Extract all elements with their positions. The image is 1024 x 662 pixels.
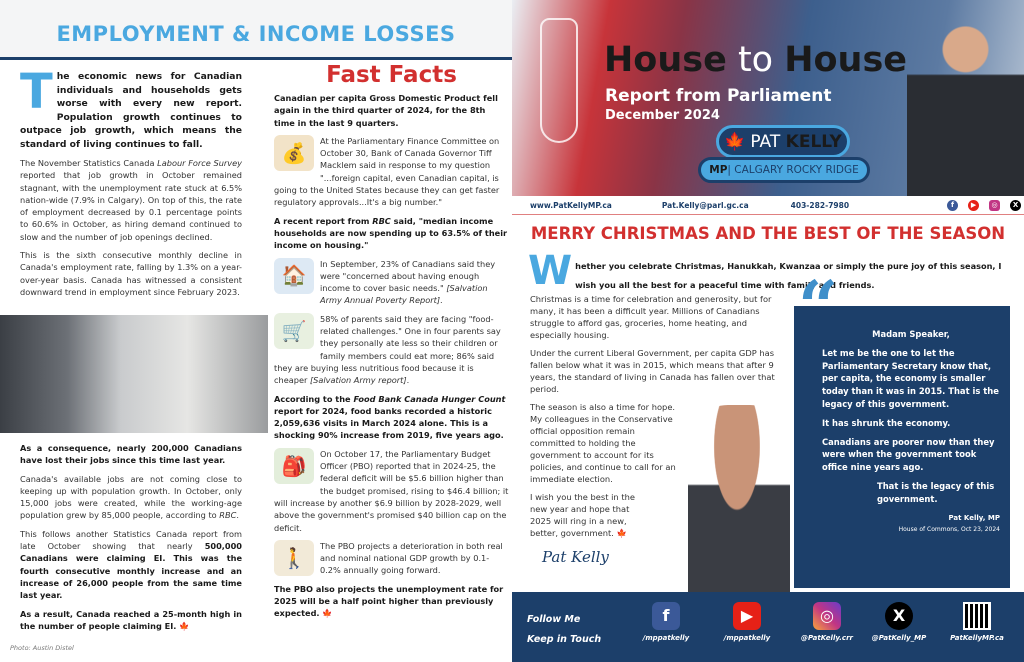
paragraph: As a result, Canada reached a 25-month high in the number of people claiming EI. 🍁	[20, 608, 242, 631]
paragraph: This follows another Statistics Canada report from late October showing that nearly 500,000 Canadians were claiming EI. This was the fourth consecutive monthly increase and an increase of 26,000 people from the same time last year.	[20, 528, 242, 601]
maple-leaf-icon: 🍁	[322, 608, 333, 619]
newsletter-title: House to House	[604, 40, 908, 80]
footer-website[interactable]: PatKellyMP.ca	[932, 602, 1022, 642]
lead-text: he economic news for Canadian individuals and households gets worse with every new report. Population growth continues to outpace job growth, which means the standard of living continues to fall.	[20, 71, 242, 150]
quote-line: Canadians are poorer now than they were when the government took office nine years ago.	[822, 436, 995, 473]
debt-burden-icon: 🎒	[274, 448, 314, 484]
facebook-icon[interactable]: f	[652, 602, 680, 630]
newsletter-subtitle: Report from Parliament	[605, 86, 832, 106]
maple-leaf-icon: 🍁	[616, 528, 627, 538]
fact: 🚶 The PBO projects a deterioration in both real and nominal national GDP growth by 0.1-0.2% annually going forward.	[274, 540, 509, 577]
section-title: EMPLOYMENT & INCOME LOSSES	[56, 22, 456, 46]
shopping-cart-icon: 🛒	[274, 313, 314, 349]
office-photo	[0, 315, 268, 433]
newsletter-date: December 2024	[605, 108, 720, 123]
footer-facebook[interactable]: f /mppatkelly	[621, 602, 711, 642]
fact: 🛒 58% of parents said they are facing "food-related challenges." One in four parents say they personally ate less so their children or family members could eat more; 86% said they are buying less nutritious food because it is cheaper [Salvation Army report].	[274, 313, 501, 386]
fact: A recent report from RBC said, "median income households are now spending up to 63.5% of their income on housing."	[274, 215, 508, 251]
coat-of-arms-icon	[540, 18, 578, 143]
instagram-icon[interactable]: ◎	[989, 200, 1000, 211]
follow-label: Follow Me	[527, 614, 581, 625]
mp-portrait	[907, 8, 1024, 196]
fact: 🏠 In September, 23% of Canadians said they were "concerned about having enough income to cover basic needs." [Salvation Army Annual Poverty Report].	[274, 258, 509, 307]
fact: The PBO also projects the unemployment rate for 2025 will be a half point higher than previously expected. 🍁	[274, 583, 504, 619]
fact: Canadian per capita Gross Domestic Product fell again in the third quarter of 2024, for the 8th time in the last 9 quarters.	[274, 93, 498, 128]
signature: Pat Kelly	[542, 548, 609, 566]
instagram-icon[interactable]: ◎	[813, 602, 841, 630]
fast-facts-title: Fast Facts	[326, 62, 457, 88]
footer-youtube[interactable]: ▶ /mppatkelly	[702, 602, 792, 642]
email-link[interactable]: Pat.Kelly@parl.gc.ca	[661, 200, 749, 210]
x-icon[interactable]: X	[1010, 200, 1021, 211]
quote-box	[794, 306, 1010, 588]
paragraph: Canada's available jobs are not coming close to keeping up with population growth. In October, only 15,000 jobs were created, while the working-age population grew by 85,000 people, according to RBC.	[20, 473, 242, 521]
quote-line: It has shrunk the economy.	[822, 417, 951, 428]
paragraph: The November Statistics Canada Labour Force Survey reported that job growth in October remained stagnant, with the unemployment rate stuck at 6.5% nation-wide (7.9% in Calgary). On top of this, the rate of employment decreased by 0.1 percentage points to 60.6% in October, as hiring demand continued to slow and the number of job openings declined.	[20, 158, 242, 242]
maple-leaf-icon: 🍁	[724, 131, 746, 152]
fact: 🎒 On October 17, the Parliamentary Budget Officer (PBO) reported that in 2024-25, the federal deficit will be $5.6 billion higher than the budget promised, rising to $46.4 billion; it will increase by another $6.9 billion by 2028-2029, well above the government's promised $40 billion cap on the deficit.	[274, 448, 509, 533]
quote-line: That is the legacy of this government.	[877, 480, 995, 504]
christmas-intro: Whether you celebrate Christmas, Hanukkah, Kwanzaa or simply the pure joy of this season, I wish you all the best for a peaceful time with family and friends.	[528, 248, 1002, 294]
facebook-icon[interactable]: f	[947, 200, 958, 211]
paragraph: This is the sixth consecutive monthly decline in Canada's employment rate, falling by 1.3% on a year-over-year basis. Canada has witnessed a consistent downward trend in employment since February 2023.	[20, 250, 242, 297]
house-icon: 🏠	[274, 258, 314, 294]
footer-x[interactable]: X @PatKelly_MP	[854, 602, 944, 642]
qr-code-icon[interactable]	[963, 602, 991, 630]
quote-line: Let me be the one to let the Parliamentary Secretary know that, per capita, the economy is smaller today than it was in 2015. That is the legacy of this government.	[822, 347, 999, 409]
drop-cap: T	[20, 64, 53, 120]
paragraph: As a consequence, nearly 200,000 Canadians have lost their jobs since this time last year.	[20, 443, 242, 466]
youtube-icon[interactable]: ▶	[733, 602, 761, 630]
paragraph: The season is also a time for hope. My colleagues in the Conservative official opposition remain committed to holding the government to account for its policies, and continue to call for an immediate election.	[530, 402, 676, 484]
paragraph: I wish you the best in the new year and hope that 2025 will ring in a new, better, government. 🍁	[530, 492, 635, 538]
youtube-icon[interactable]: ▶	[968, 200, 979, 211]
footer-instagram[interactable]: ◎ @PatKelly.crr	[782, 602, 872, 642]
fact: According to the Food Bank Canada Hunger Count report for 2024, food banks recorded a historic 2,059,636 visits in March 2024 alone. This is a shocking 90% increase from 2019, five years ago.	[274, 393, 506, 441]
maple-leaf-icon: 🍁	[179, 620, 190, 631]
employment-column-lower	[20, 442, 242, 638]
quote-line: Madam Speaker,	[872, 329, 950, 339]
quote-source: House of Commons, Oct 23, 2024	[898, 526, 1000, 534]
employment-column	[20, 64, 242, 304]
x-icon[interactable]: X	[885, 602, 913, 630]
section-header	[0, 0, 512, 60]
quote-author: Pat Kelly, MP	[948, 513, 1000, 522]
keep-in-touch-label: Keep in Touch	[527, 634, 602, 645]
footer	[512, 592, 1024, 662]
paragraph: Under the current Liberal Government, per capita GDP has fallen below what it was in 2015, which means that after 9 years, the standard of living in Canada has fallen over that period.	[530, 348, 775, 394]
website-link[interactable]: www.PatKellyMP.ca	[530, 200, 612, 210]
christmas-message	[530, 293, 780, 545]
photo-credit: Photo: Austin Distel	[10, 644, 74, 652]
drop-cap: W	[528, 248, 573, 294]
riding-badge: MP | CALGARY ROCKY RIDGE	[698, 157, 870, 183]
struggling-man-icon: 🚶	[274, 540, 314, 576]
fast-facts-column	[274, 62, 509, 626]
mp-name-badge: 🍁 PAT KELLY	[716, 125, 850, 158]
money-bag-icon: 💰	[274, 135, 314, 171]
contact-bar	[512, 196, 1024, 215]
fact: 💰 At the Parliamentary Finance Committee on October 30, Bank of Canada Governor Tiff Macklem said in response to my question "...foreign capital, even Canadian capital, is going to the United States because they can get faster regulatory approvals...It's a big number."	[274, 135, 500, 208]
quotation-mark-icon: “	[798, 265, 839, 348]
phone-number: 403-282-7980	[790, 200, 850, 210]
christmas-title: MERRY CHRISTMAS AND THE BEST OF THE SEASON	[530, 224, 1006, 243]
paragraph: Christmas is a time for celebration and generosity, but for many, it has been a difficult year. Millions of Canadians struggle to afford gas, groceries, home heating, and especially housing.	[530, 294, 772, 340]
